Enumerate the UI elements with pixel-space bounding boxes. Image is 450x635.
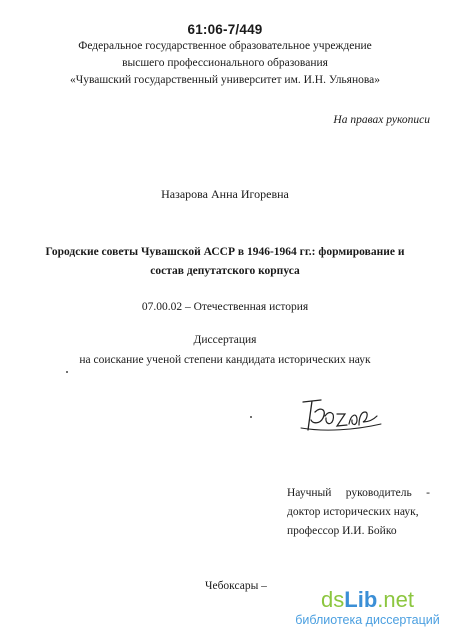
degree-sought: на соискание ученой степени кандидата исторических наук [79, 354, 371, 366]
advisor-degree: доктор исторических наук, [287, 506, 419, 518]
advisor-name: профессор И.И. Бойко [287, 525, 397, 537]
scientific-advisor-block [287, 484, 430, 541]
archive-stamp-number: 61:06-7/449 [187, 22, 263, 37]
manuscript-rights-note: На правах рукописи [333, 114, 430, 126]
advisor-role-word-2: руководитель [345, 487, 412, 499]
advisor-role-row [287, 484, 430, 503]
handwritten-signature [295, 390, 385, 440]
watermark-subtitle: библиотека диссертаций [295, 613, 440, 627]
logo-part-lib: Lib [344, 587, 378, 612]
document-type: Диссертация [193, 334, 257, 346]
specialty-code: 07.00.02 – Отечественная история [141, 301, 309, 313]
advisor-role-word-1: Научный [287, 487, 332, 499]
city-line: Чебоксары – [205, 580, 267, 592]
institution-line-3: «Чувашский государственный университет им. И.Н. Ульянова» [69, 74, 381, 86]
scan-speck [250, 416, 252, 418]
dissertation-title [0, 243, 450, 281]
scan-speck [66, 371, 68, 373]
dslib-logo[interactable] [290, 588, 445, 612]
advisor-role-dash: - [426, 487, 430, 499]
title-line-2: состав депутатского корпуса [150, 265, 300, 277]
institution-line-2: высшего профессионального образования [122, 57, 328, 69]
title-line-1: Городские советы Чувашской АССР в 1946-1964 гг.: формирование и [45, 246, 405, 258]
institution-block [0, 38, 450, 89]
dslib-watermark[interactable] [290, 588, 445, 627]
logo-part-ds: ds [321, 587, 345, 612]
logo-part-net: .net [377, 587, 414, 612]
institution-line-1: Федеральное государственное образовательное учреждение [78, 40, 372, 52]
author-name: Назарова Анна Игоревна [161, 187, 289, 201]
